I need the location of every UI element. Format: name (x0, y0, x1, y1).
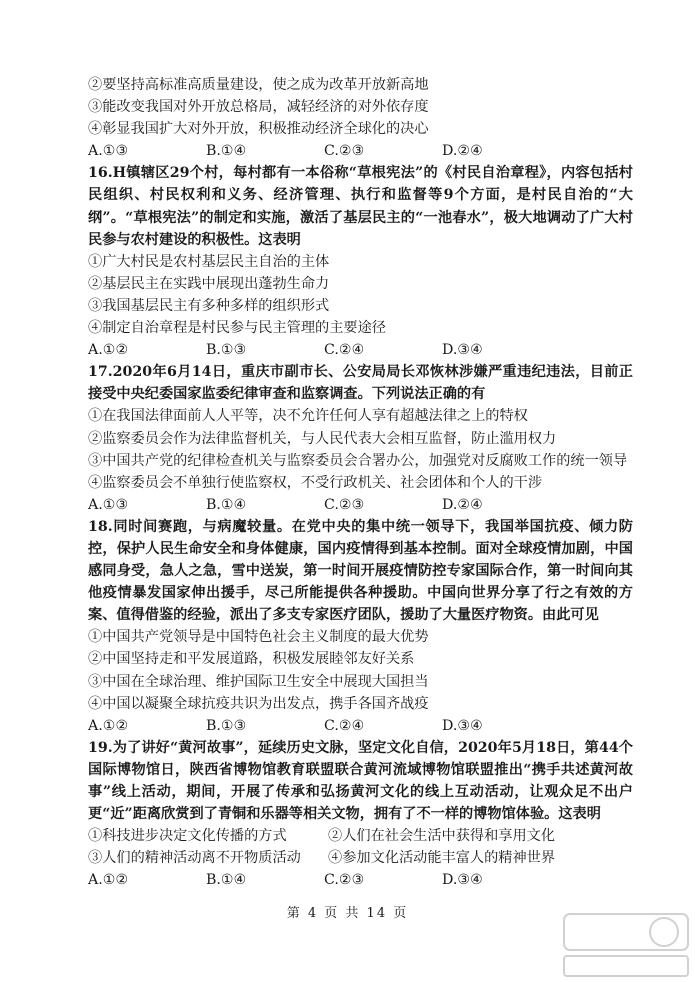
page-content (88, 74, 633, 891)
option-d[interactable]: D.③④ (442, 872, 483, 889)
statement: ④彰显我国扩大对外开放，积极推动经济全球化的决心 (88, 121, 429, 138)
statement-row (88, 847, 633, 869)
question-stem: 18.同时间赛跑，与病魔较量。在党中央的集中统一领导下，我国举国抗疫、倾力防控，保护人民生命安全和身体健康，国内疫情得到基本控制。面对全球疫情加剧，中国感同身受，急人之急，雪中送炭，第一时间开展疫情防控专家国际合作，第一时间向其他疫情暴发国家伸出援手，尽己所能提供各种援助。中国向世界分享了行之有效的方案、值得借鉴的经验，派出了多支专家医疗团队，援助了大量医疗物资。由此可见 (88, 518, 633, 624)
question-18 (88, 516, 633, 737)
question-stem: 16.H镇辖区29个村，每村都有一本俗称“草根宪法”的《村民自治章程》，内容包括村民组织、村民权利和义务、经济管理、执行和监督等9个方面，是村民自治的“大纲”。“草根宪法”的制定和实施，激活了基层民主的“一池春水”，极大地调动了广大村民参与农村建设的积极性。这表明 (88, 165, 633, 248)
statement: ②人们在社会生活中获得和享用文化 (328, 828, 556, 845)
page-number: 第 4 页 共 14 页 (286, 906, 409, 921)
option-a[interactable]: A.①③ (88, 143, 129, 160)
option-c[interactable]: C.②③ (324, 496, 365, 513)
option-a[interactable]: A.①② (88, 342, 129, 359)
prev-question-tail (88, 74, 633, 162)
option-d[interactable]: D.②④ (442, 143, 483, 160)
option-b[interactable]: B.①④ (206, 872, 247, 889)
option-c[interactable]: C.②③ (324, 872, 365, 889)
option-a[interactable]: A.①③ (88, 496, 129, 513)
statement: ③中国在全球治理、维护国际卫生安全中展现大国担当 (88, 673, 429, 690)
answer-options (88, 494, 633, 516)
option-a[interactable]: A.①② (88, 872, 129, 889)
option-d[interactable]: D.②④ (442, 496, 483, 513)
statement: ③人们的精神活动离不开物质活动 (88, 850, 301, 867)
option-c[interactable]: C.②④ (324, 342, 365, 359)
statement: ③能改变我国对外开放总格局，减轻经济的对外依存度 (88, 99, 429, 116)
question-16 (88, 162, 633, 361)
statement: ③中国共产党的纪律检查机关与监察委员会合署办公，加强党对反腐败工作的统一领导 (88, 452, 628, 469)
statement: ①在我国法律面前人人平等，决不允许任何人享有超越法律之上的特权 (88, 408, 528, 425)
statement: ④监察委员会不单独行使监察权，不受行政机关、社会团体和个人的干涉 (88, 474, 543, 491)
question-19 (88, 737, 633, 892)
answer-options (88, 869, 633, 891)
answer-options (88, 140, 633, 162)
statement: ③我国基层民主有多种多样的组织形式 (88, 297, 330, 314)
option-b[interactable]: B.①④ (206, 496, 247, 513)
statement: ②监察委员会作为法律监督机关，与人民代表大会相互监督，防止滥用权力 (88, 430, 557, 447)
statement-row (88, 825, 633, 847)
option-c[interactable]: C.②③ (324, 143, 365, 160)
statement: ②中国坚持走和平发展道路，积极发展睦邻友好关系 (88, 651, 415, 668)
option-b[interactable]: B.①③ (206, 717, 247, 734)
question-stem: 17.2020年6月14日，重庆市副市长、公安局局长邓恢林涉嫌严重违纪违法，目前正接受中央纪委国家监委纪律审查和监察调查。下列说法正确的有 (88, 364, 633, 403)
statement: ②基层民主在实践中展现出蓬勃生命力 (88, 275, 330, 292)
answer-options (88, 339, 633, 361)
site-watermark-logo-icon (560, 908, 692, 980)
option-a[interactable]: A.①② (88, 717, 129, 734)
statement: ④中国以凝聚全球抗疫共识为出发点，携手各国齐战疫 (88, 695, 429, 712)
option-b[interactable]: B.①④ (206, 143, 247, 160)
statement: ④参加文化活动能丰富人的精神世界 (328, 850, 556, 867)
answer-options (88, 715, 633, 737)
statement: ①中国共产党领导是中国特色社会主义制度的最大优势 (88, 629, 429, 646)
statement: ①科技进步决定文化传播的方式 (88, 828, 287, 845)
statement: ④制定自治章程是村民参与民主管理的主要途径 (88, 320, 386, 337)
statement: ①广大村民是农村基层民主自治的主体 (88, 253, 330, 270)
option-c[interactable]: C.②④ (324, 717, 365, 734)
question-stem: 19.为了讲好“黄河故事”，延续历史文脉，坚定文化自信，2020年5月18日，第44个国际博物馆日，陕西省博物馆教育联盟联合黄河流域博物馆联盟推出“携手共述黄河故事”线上活动，期间，开展了传承和弘扬黄河文化的线上互动活动，让观众足不出户更“近”距离欣赏到了青铜和乐器等相关文物，拥有了不一样的博物馆体验。这表明 (88, 739, 633, 823)
question-17 (88, 361, 633, 516)
option-d[interactable]: D.③④ (442, 717, 483, 734)
option-b[interactable]: B.①③ (206, 342, 247, 359)
option-d[interactable]: D.③④ (442, 342, 483, 359)
statement: ②要坚持高标准高质量建设，使之成为改革开放新高地 (88, 77, 429, 93)
